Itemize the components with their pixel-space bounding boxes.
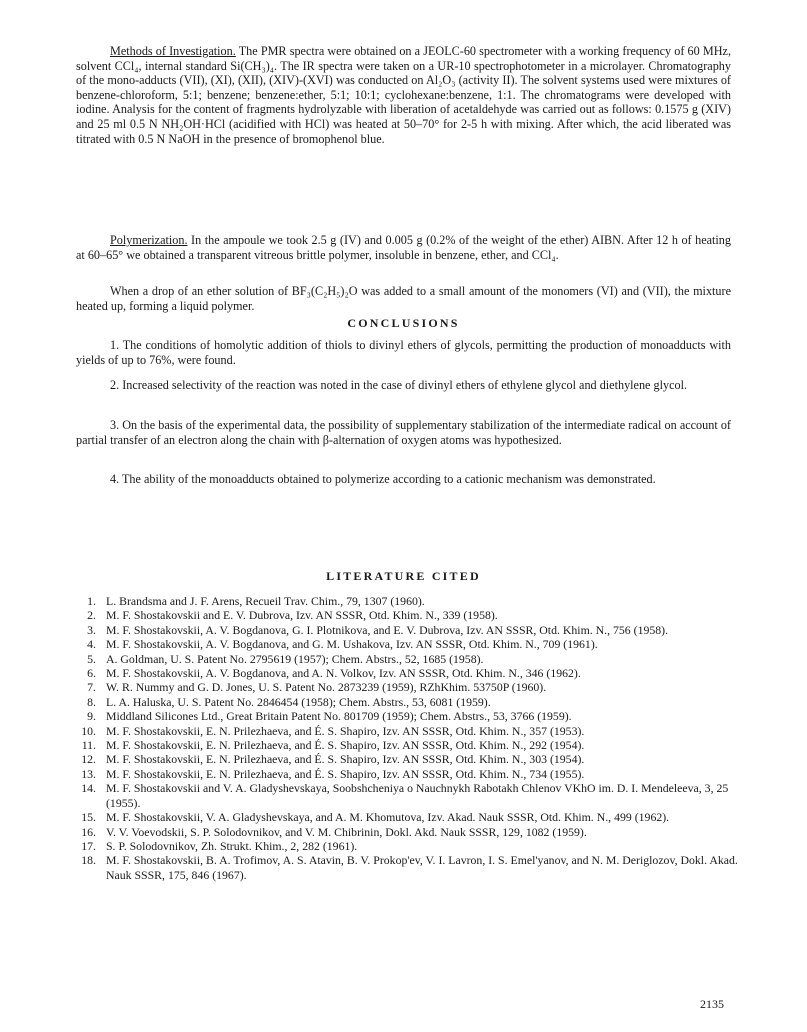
polymerization-heading: Polymerization. bbox=[110, 233, 188, 247]
reference-item bbox=[76, 666, 746, 680]
polymerization-paragraph bbox=[76, 233, 731, 262]
references-list bbox=[76, 594, 746, 882]
reference-number: 12. bbox=[81, 752, 96, 767]
reference-text: W. R. Nummy and G. D. Jones, U. S. Patent No. 2873239 (1959), RZhKhim. 53750P (1960). bbox=[106, 680, 547, 695]
reference-item bbox=[76, 623, 746, 637]
reference-item bbox=[76, 825, 746, 839]
reference-item bbox=[76, 752, 746, 766]
cationic-polymerization-paragraph bbox=[76, 284, 731, 313]
reference-text: M. F. Shostakovskii, A. V. Bogdanova, and A. N. Volkov, Izv. AN SSSR, Otd. Khim. N., 346 (1962). bbox=[106, 666, 581, 681]
reference-number: 5. bbox=[87, 651, 96, 666]
reference-item bbox=[76, 724, 746, 738]
reference-item bbox=[76, 853, 746, 882]
methods-heading: Methods of Investigation. bbox=[110, 44, 236, 58]
reference-item bbox=[76, 637, 746, 651]
conclusion-item bbox=[76, 418, 731, 447]
reference-number: 10. bbox=[81, 723, 96, 738]
reference-number: 18. bbox=[81, 853, 96, 868]
reference-number: 16. bbox=[81, 824, 96, 839]
reference-item bbox=[76, 738, 746, 752]
reference-number: 4. bbox=[87, 637, 96, 652]
reference-text: Middland Silicones Ltd., Great Britain Patent No. 801709 (1959); Chem. Abstrs., 53, 3766 (1959). bbox=[106, 709, 572, 724]
reference-number: 3. bbox=[87, 622, 96, 637]
reference-text: M. F. Shostakovskii, E. N. Prilezhaeva, and É. S. Shapiro, Izv. AN SSSR, Otd. Khim. N., 357 (1953). bbox=[106, 723, 585, 738]
reference-text: M. F. Shostakovskii, E. N. Prilezhaeva, and É. S. Shapiro, Izv. AN SSSR, Otd. Khim. N., 303 (1954). bbox=[106, 752, 585, 767]
reference-number: 9. bbox=[87, 709, 96, 724]
reference-item bbox=[76, 652, 746, 666]
reference-text: M. F. Shostakovskii, B. A. Trofimov, A. S. Atavin, B. V. Prokop'ev, V. I. Lavron, I. S. Emel'yanov, and N. M. Deriglozov, Dokl. Akad. Nauk SSSR, 175, 846 (1967). bbox=[106, 853, 738, 882]
reference-number: 1. bbox=[87, 594, 96, 608]
conclusions-heading: CONCLUSIONS bbox=[347, 316, 460, 330]
reference-text: A. Goldman, U. S. Patent No. 2795619 (1957); Chem. Abstrs., 52, 1685 (1958). bbox=[106, 651, 484, 666]
reference-text: M. F. Shostakovskii, E. N. Prilezhaeva, and É. S. Shapiro, Izv. AN SSSR, Otd. Khim. N., 292 (1954). bbox=[106, 738, 585, 753]
reference-number: 14. bbox=[81, 781, 96, 796]
reference-number: 13. bbox=[81, 766, 96, 781]
conclusion-item-text: 1. The conditions of homolytic addition of thiols to divinyl ethers of glycols, permitting the production of monoadducts with yields of up to 76%, were found. bbox=[76, 338, 731, 367]
reference-text: M. F. Shostakovskii, A. V. Bogdanova, and G. M. Ushakova, Izv. AN SSSR, Otd. Khim. N., 709 (1961). bbox=[106, 637, 598, 652]
conclusion-item-text: 4. The ability of the monoadducts obtained to polymerize according to a cationic mechanism was demonstrated. bbox=[110, 472, 656, 486]
reference-number: 6. bbox=[87, 666, 96, 681]
reference-item bbox=[76, 695, 746, 709]
conclusion-item bbox=[76, 472, 731, 487]
reference-text: S. P. Solodovnikov, Zh. Strukt. Khim., 2, 282 (1961). bbox=[106, 838, 358, 853]
literature-heading: LITERATURE CITED bbox=[326, 569, 481, 583]
reference-text: L. A. Haluska, U. S. Patent No. 2846454 (1958); Chem. Abstrs., 53, 6081 (1959). bbox=[106, 694, 491, 709]
reference-number: 11. bbox=[81, 738, 96, 753]
reference-text: M. F. Shostakovskii and E. V. Dubrova, Izv. AN SSSR, Otd. Khim. N., 339 (1958). bbox=[106, 608, 498, 623]
reference-item bbox=[76, 781, 746, 810]
reference-number: 2. bbox=[87, 608, 96, 623]
conclusion-item bbox=[76, 338, 731, 367]
reference-item bbox=[76, 767, 746, 781]
conclusion-item-text: 3. On the basis of the experimental data, the possibility of supplementary stabilization of the intermediate radical on account of partial transfer of an electron along the chain with β-alternation of oxygen atoms was hypothesized. bbox=[76, 418, 731, 447]
cationic-polymerization-text: When a drop of an ether solution of BF₃(C₂H₅)₂O was added to a small amount of the monomers (VI) and (VII), the mixture heated up, forming a liquid polymer. bbox=[76, 284, 731, 313]
conclusion-item bbox=[76, 378, 731, 393]
reference-number: 7. bbox=[87, 680, 96, 695]
reference-text: M. F. Shostakovskii, E. N. Prilezhaeva, and É. S. Shapiro, Izv. AN SSSR, Otd. Khim. N., 734 (1955). bbox=[106, 766, 585, 781]
reference-text: V. V. Voevodskii, S. P. Solodovnikov, and V. M. Chibrinin, Dokl. Akd. Nauk SSSR, 129, 1082 (1959). bbox=[106, 824, 587, 839]
reference-number: 8. bbox=[87, 694, 96, 709]
reference-item bbox=[76, 810, 746, 824]
reference-item bbox=[76, 839, 746, 853]
reference-text: M. F. Shostakovskii, V. A. Gladyshevskaya, and A. M. Khomutova, Izv. Akad. Nauk SSSR, Otd. Khim. N., 499 (1962). bbox=[106, 810, 670, 825]
methods-paragraph bbox=[76, 44, 731, 146]
reference-number: 17. bbox=[81, 838, 96, 853]
polymerization-text: In the ampoule we took 2.5 g (IV) and 0.005 g (0.2% of the weight of the ether) AIBN. After 12 h of heating at 60–65° we obtained a transparent vitreous brittle polymer, insoluble in benzene, ether, and CCl₄. bbox=[76, 233, 731, 262]
reference-item bbox=[76, 680, 746, 694]
reference-text: M. F. Shostakovskii and V. A. Gladyshevskaya, Soobshcheniya o Nauchnykh Rabotakh Chlenov VKhO im. D. I. Mendeleeva, 3, 25 (1955). bbox=[106, 781, 729, 810]
reference-text: L. Brandsma and J. F. Arens, Recueil Trav. Chim., 79, 1307 (1960). bbox=[106, 594, 425, 608]
reference-number: 15. bbox=[81, 810, 96, 825]
reference-item bbox=[76, 608, 746, 622]
methods-text: The PMR spectra were obtained on a JEOLC-60 spectrometer with a working frequency of 60 MHz, solvent CCl₄, internal standard Si(CH₃)₄. The IR spectra were taken on a UR-10 spectrophotometer in a microlayer. Chromatography of the mono-adducts (VII), (XI), (XII), (XIV)-(XVI) was conducted on Al₂O₃ (activity II). The solvent systems used were mixtures of benzene-chloroform, 5:1; benzene; benzene:ether, 5:1; 10:1; cyclohexane:benzene, 1:1. The chromatograms were developed with iodine. Analysis for the content of fragments hydrolyzable with liberation of acetaldehyde was carried out as follows: 0.1575 g (XIV) and 25 ml 0.5 N NH₂OH·HCl (acidified with HCl) was heated at 50–70° for 2-5 h with mixing. After which, the acid liberated was titrated with 0.5 N NaOH in the presence of bromophenol blue. bbox=[76, 44, 731, 146]
page-number: 2135 bbox=[700, 997, 724, 1011]
conclusion-item-text: 2. Increased selectivity of the reaction was noted in the case of divinyl ethers of ethylene glycol and diethylene glycol. bbox=[110, 378, 688, 392]
reference-item bbox=[76, 709, 746, 723]
reference-item bbox=[76, 594, 746, 608]
reference-text: M. F. Shostakovskii, A. V. Bogdanova, G. I. Plotnikova, and E. V. Dubrova, Izv. AN SSSR, Otd. Khim. N., 756 (1958). bbox=[106, 622, 669, 637]
